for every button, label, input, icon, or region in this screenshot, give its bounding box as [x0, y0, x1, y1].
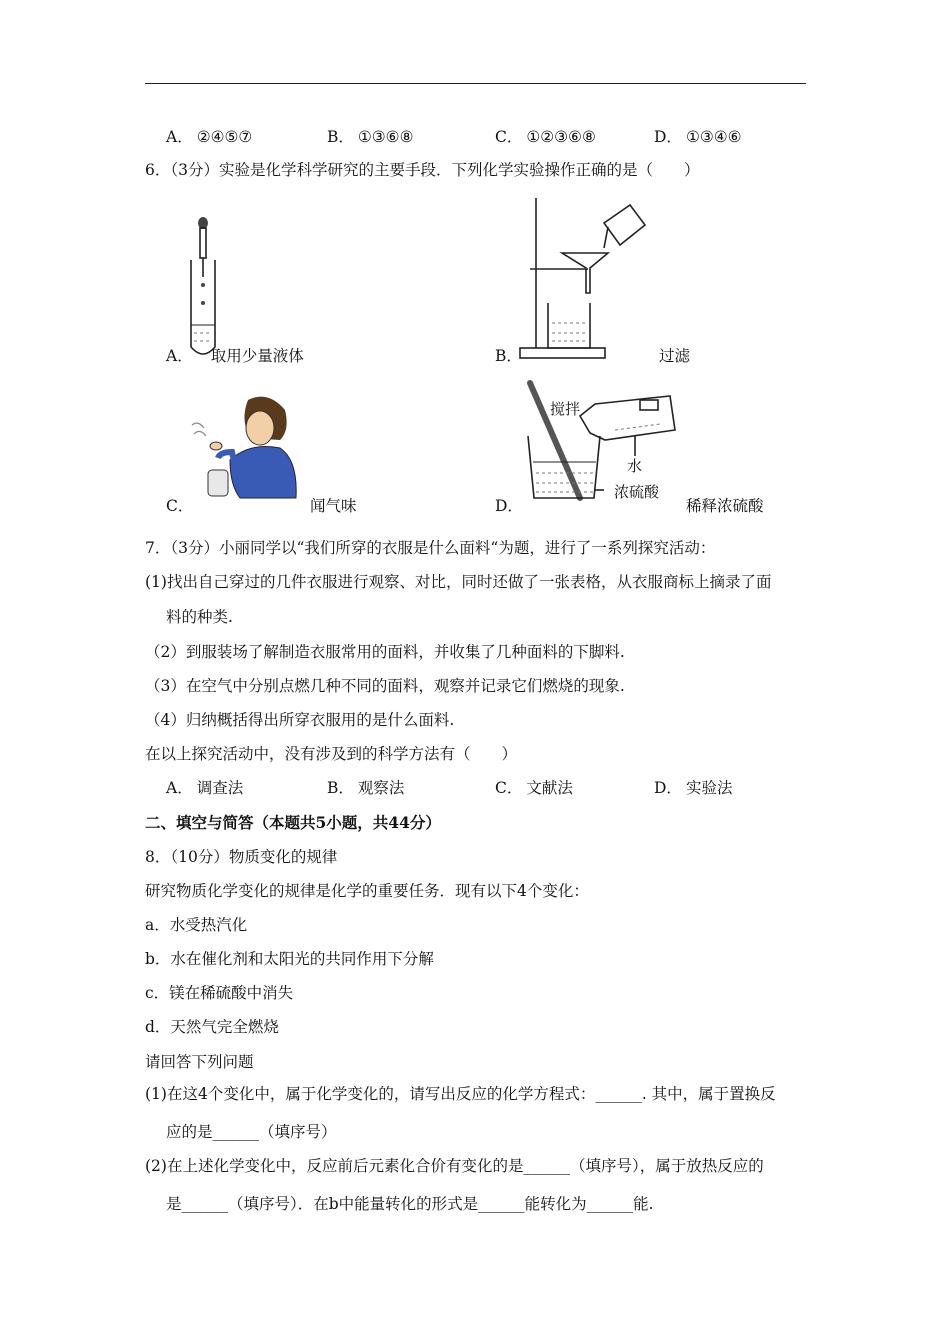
figure-dropper-test-tube: [185, 215, 225, 365]
q7-option-d: D． 实验法: [654, 779, 733, 797]
q8-sub-1: (1)在这4个变化中，属于化学变化的，请写出反应的化学方程式：______. 其中，属于置换反: [145, 1085, 776, 1103]
q6-option-c-letter: C．: [166, 497, 194, 515]
q8-prompt: 请回答下列问题: [145, 1053, 254, 1071]
q7-step-3: （3）在空气中分别点燃几种不同的面料，观察并记录它们燃烧的现象.: [145, 677, 625, 695]
q7-step-1-cont: 料的种类.: [166, 608, 233, 626]
q8-item-b: b．水在催化剂和太阳光的共同作用下分解: [145, 950, 434, 968]
q7-option-c: C． 文献法: [495, 779, 573, 797]
q7-step-4: （4）归纳概括得出所穿衣服用的是什么面料.: [145, 711, 455, 729]
figure-d-label-acid: 浓硫酸: [614, 483, 660, 501]
header-rule: [145, 83, 806, 84]
q8-item-c: c．镁在稀硫酸中消失: [145, 984, 294, 1002]
q8-sub-2: (2)在上述化学变化中，反应前后元素化合价有变化的是______（填序号），属于放热反应的: [145, 1157, 764, 1175]
figure-d-label-water: 水: [627, 457, 643, 475]
q7-step-2: （2）到服装场了解制造衣服常用的面料，并收集了几种面料的下脚料.: [145, 643, 625, 661]
q5-option-b: B． ①③⑥⑧: [327, 128, 414, 146]
section-2-heading: 二、填空与简答（本题共5小题，共44分）: [145, 813, 441, 832]
q8-sub-1-cont: 应的是______（填序号）: [166, 1123, 337, 1141]
figure-smelling-person: [190, 390, 300, 500]
q5-option-d: D． ①③④⑥: [654, 128, 742, 146]
q8-sub-2-cont: 是______（填序号）．在b中能量转化的形式是______能转化为______能.: [166, 1195, 654, 1213]
q5-option-c: C． ①②③⑥⑧: [495, 128, 596, 146]
q8-item-d: d．天然气完全燃烧: [145, 1018, 279, 1036]
q7-step-1: (1)找出自己穿过的几件衣服进行观察、对比，同时还做了一张表格，从衣服商标上摘录了面: [145, 573, 772, 591]
q6-option-b-letter: B．: [495, 347, 522, 365]
figure-filtration-setup: [520, 193, 650, 363]
q8-stem: 8．（10分）物质变化的规律: [145, 848, 338, 866]
q5-option-a: A． ②④⑤⑦: [166, 128, 253, 146]
q7-question: 在以上探究活动中，没有涉及到的科学方法有（ ）: [145, 745, 518, 763]
q6-option-a: A． 取用少量液体: [166, 347, 304, 365]
q7-option-a: A． 调查法: [166, 779, 244, 797]
figure-d-label-stir: 搅拌: [550, 400, 581, 418]
q6-option-c-caption: 闻气味: [310, 497, 357, 515]
q6-option-d-letter: D．: [495, 497, 523, 515]
q7-option-b: B． 观察法: [327, 779, 405, 797]
q6-option-d-caption: 稀释浓硫酸: [686, 497, 764, 515]
q8-intro: 研究物质化学变化的规律是化学的重要任务．现有以下4个变化：: [145, 882, 589, 900]
q6-option-b-caption: 过滤: [659, 347, 691, 365]
q6-stem: 6．（3分）实验是化学科学研究的主要手段．下列化学实验操作正确的是（ ）: [145, 161, 700, 179]
q7-stem: 7．（3分）小丽同学以“我们所穿的衣服是什么面料“为题，进行了一系列探究活动：: [145, 539, 716, 557]
q8-item-a: a．水受热汽化: [145, 916, 248, 934]
